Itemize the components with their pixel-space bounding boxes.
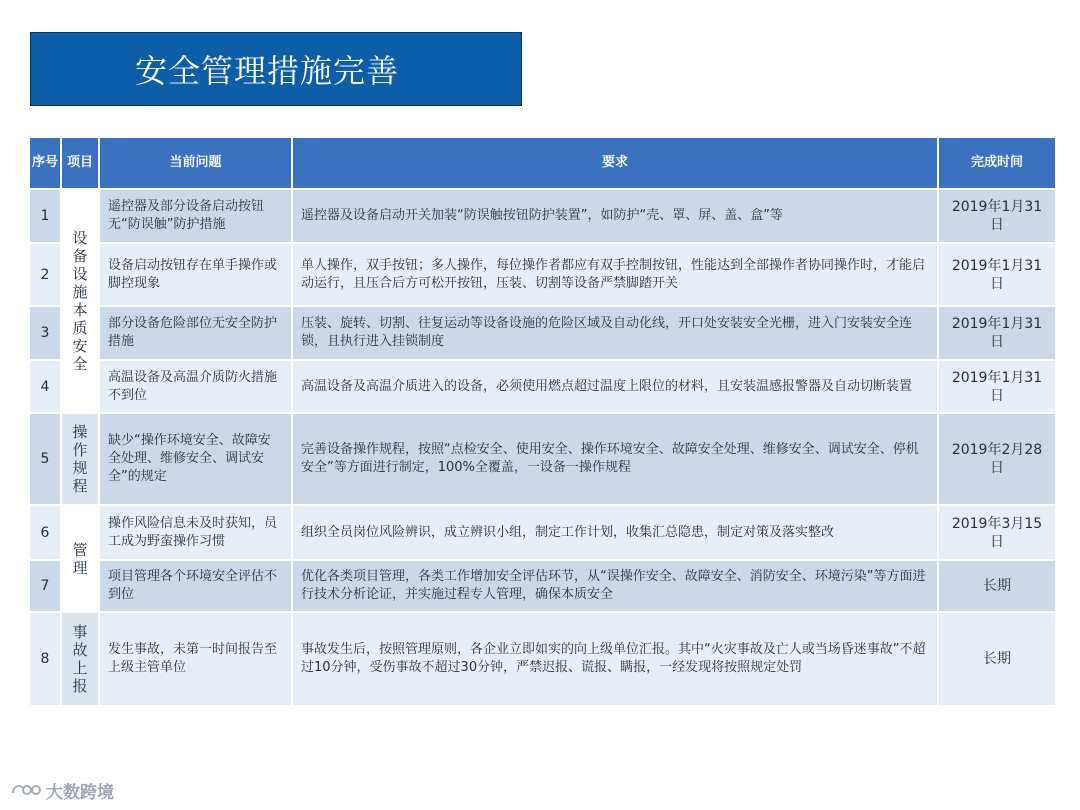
row-no: 2 <box>29 243 61 306</box>
row-requirement: 压装、旋转、切割、往复运动等设备设施的危险区域及自动化线，开口处安装安全光栅，进入门安装安全连锁，且执行进入挂锁制度 <box>292 306 938 360</box>
watermark-text: 大数跨境 <box>46 782 114 803</box>
watermark <box>10 779 114 801</box>
table-row <box>29 413 1056 505</box>
table-row <box>29 306 1056 360</box>
table-header-row <box>29 137 1056 189</box>
row-deadline: 2019年1月31日 <box>938 360 1056 413</box>
row-issue: 部分设备危险部位无安全防护措施 <box>99 306 292 360</box>
row-issue: 高温设备及高温介质防火措施不到位 <box>99 360 292 413</box>
row-requirement: 完善设备操作规程，按照“点检安全、使用安全、操作环境安全、故障安全处理、维修安全、调试安全、停机安全”等方面进行制定，100%全覆盖，一设备一操作规程 <box>292 413 938 505</box>
row-requirement: 优化各类项目管理，各类工作增加安全评估环节，从“误操作安全、故障安全、消防安全、环境污染”等方面进行技术分析论证，并实施过程专人管理，确保本质安全 <box>292 560 938 612</box>
category-accident: 事故上报 <box>61 612 99 706</box>
watermark-logo-icon <box>10 781 42 799</box>
row-no: 4 <box>29 360 61 413</box>
row-no: 6 <box>29 505 61 560</box>
header-deadline: 完成时间 <box>938 137 1056 189</box>
category-procedure: 操作规程 <box>61 413 99 505</box>
row-no: 8 <box>29 612 61 706</box>
category-management: 管理 <box>61 505 99 612</box>
row-requirement: 单人操作，双手按钮；多人操作，每位操作者都应有双手控制按钮，性能达到全部操作者协同操作时，才能启动运行，且压合后方可松开按钮，压装、切割等设备严禁脚踏开关 <box>292 243 938 306</box>
row-issue: 遥控器及部分设备启动按钮无“防误触”防护措施 <box>99 189 292 243</box>
row-deadline: 2019年1月31日 <box>938 306 1056 360</box>
row-no: 5 <box>29 413 61 505</box>
table-row <box>29 189 1056 243</box>
row-no: 3 <box>29 306 61 360</box>
table-row <box>29 243 1056 306</box>
row-requirement: 组织全员岗位风险辨识，成立辨识小组，制定工作计划，收集汇总隐患，制定对策及落实整改 <box>292 505 938 560</box>
row-issue: 项目管理各个环境安全评估不到位 <box>99 560 292 612</box>
header-requirement: 要求 <box>292 137 938 189</box>
row-no: 7 <box>29 560 61 612</box>
table-row <box>29 360 1056 413</box>
row-deadline: 2019年1月31日 <box>938 189 1056 243</box>
table-row <box>29 560 1056 612</box>
row-requirement: 遥控器及设备启动开关加装“防误触按钮防护装置”，如防护“壳、罩、屏、盖、盒”等 <box>292 189 938 243</box>
row-deadline: 长期 <box>938 560 1056 612</box>
row-deadline: 长期 <box>938 612 1056 706</box>
category-equipment: 设备设施本质安全 <box>61 189 99 413</box>
row-issue: 操作风险信息未及时获知，员工成为野蛮操作习惯 <box>99 505 292 560</box>
header-item: 项目 <box>61 137 99 189</box>
row-deadline: 2019年2月28日 <box>938 413 1056 505</box>
header-issue: 当前问题 <box>99 137 292 189</box>
row-no: 1 <box>29 189 61 243</box>
row-issue: 设备启动按钮存在单手操作或脚控现象 <box>99 243 292 306</box>
safety-measures-table <box>28 136 1057 707</box>
table-row <box>29 505 1056 560</box>
page-title-banner <box>30 32 522 106</box>
row-issue: 发生事故，未第一时间报告至上级主管单位 <box>99 612 292 706</box>
page-title: 安全管理措施完善 <box>135 52 400 90</box>
row-issue: 缺少“操作环境安全、故障安全处理、维修安全、调试安全”的规定 <box>99 413 292 505</box>
header-no: 序号 <box>29 137 61 189</box>
row-deadline: 2019年3月15日 <box>938 505 1056 560</box>
row-deadline: 2019年1月31日 <box>938 243 1056 306</box>
row-requirement: 事故发生后，按照管理原则，各企业立即如实的向上级单位汇报。其中“火灾事故及亡人或当场昏迷事故”不超过10分钟，受伤事故不超过30分钟，严禁迟报、谎报、瞒报，一经发现将按照规定处罚 <box>292 612 938 706</box>
table-row <box>29 612 1056 706</box>
row-requirement: 高温设备及高温介质进入的设备，必须使用燃点超过温度上限位的材料，且安装温感报警器及自动切断装置 <box>292 360 938 413</box>
